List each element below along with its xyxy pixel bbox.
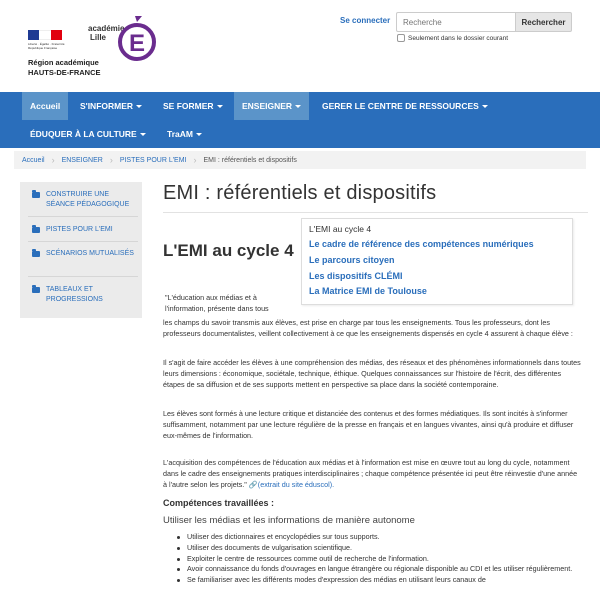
sidebar-item-scenarios[interactable] (20, 249, 142, 259)
caret-down-icon (136, 105, 142, 108)
breadcrumb-pistes[interactable]: PISTES POUR L'EMI (119, 156, 187, 164)
nav-item-se-former[interactable] (155, 92, 231, 120)
toc-link-cadre[interactable]: Le cadre de référence des compétences numériques (309, 239, 534, 249)
sidebar-item-label: TABLEAUX ET PROGRESSIONS (46, 286, 103, 303)
caret-down-icon (295, 105, 301, 108)
sidebar-divider (28, 276, 138, 277)
rf-motto: Liberté · Égalité · Fraternité République Française (28, 42, 65, 50)
toc-link-matrice[interactable]: La Matrice EMI de Toulouse (309, 286, 427, 296)
paragraph-lecture-critique: Les élèves sont formés à une lecture critique et distanciée des contenus et des formes médiatiques. Ils sont incités à s'informer suffisamment, notamment par une lecture régulière de la presse en français et en langues vivantes, ainsi qu'à produire et diffuser eux-mêmes de l'information. (163, 409, 574, 440)
paragraph-comprehension: Il s'agit de faire accéder les élèves à une compréhension des médias, des réseaux et des phénomènes informationnels dans toutes leurs dimensions : économique, sociétale, technique, éthique. Quelques connaissances sur l'histoire de l'écrit, des différentes étapes de sa diffusion et de ses supports mettent en perspective sa place dans la société contemporaine. (163, 358, 581, 389)
breadcrumb-enseigner[interactable]: ENSEIGNER (61, 156, 103, 164)
eduscol-link-text: (extrait du site éduscol). (257, 479, 335, 489)
nav-label: S'INFORMER (80, 101, 134, 111)
caret-down-icon (140, 133, 146, 136)
french-flag-icon (28, 30, 62, 40)
list-item: Se familiariser avec les différents modes d'expression des médias en utilisant leurs canaux de (177, 575, 577, 586)
toc-link-clemi[interactable]: Les dispositifs CLÉMI (309, 271, 403, 281)
caret-down-icon (217, 105, 223, 108)
nav-item-accueil[interactable] (22, 92, 68, 120)
svg-text:E: E (128, 30, 146, 57)
region-label: Région académique HAUTS-DE-FRANCE (28, 58, 101, 77)
caret-down-icon (482, 105, 488, 108)
sidebar-item-tableaux[interactable] (20, 285, 142, 305)
sidebar-item-label: CONSTRUIRE UNE SÉANCE PÉDAGOGIQUE (46, 191, 130, 208)
current-folder-filter[interactable] (397, 34, 508, 42)
page-title: EMI : référentiels et dispositifs (163, 182, 437, 204)
sidebar-item-label: SCÉNARIOS MUTUALISÉS (46, 250, 134, 257)
chevron-right-icon: › (193, 155, 197, 165)
sidebar (20, 182, 142, 318)
search-button[interactable]: Rechercher (515, 12, 572, 32)
login-link[interactable]: Se connecter (340, 16, 391, 25)
list-item: Utiliser des documents de vulgarisation scientifique. (177, 543, 577, 554)
chevron-right-icon: › (109, 155, 113, 165)
academie-lille-logo[interactable] (88, 14, 158, 64)
nav-item-gerer[interactable] (314, 92, 496, 120)
nav-label: TraAM (167, 129, 193, 139)
table-of-contents (301, 218, 573, 305)
sidebar-divider (28, 241, 138, 242)
sidebar-item-construire[interactable] (20, 190, 142, 210)
nav-item-eduquer[interactable] (22, 120, 154, 148)
list-item: Avoir connaissance du fonds d'ouvrages en langue étrangère ou régionale disponible au CDI et les utiliser régulièrement. (177, 564, 577, 575)
folder-icon (32, 227, 40, 233)
current-folder-checkbox[interactable] (397, 34, 405, 42)
sidebar-divider (28, 216, 138, 217)
breadcrumb (14, 151, 586, 169)
chevron-right-icon: › (51, 155, 55, 165)
paragraph-acquisition (163, 458, 583, 490)
nav-item-traam[interactable] (159, 120, 210, 148)
folder-icon (32, 287, 40, 293)
nav-item-enseigner[interactable] (234, 92, 309, 120)
nav-label: ÉDUQUER À LA CULTURE (30, 129, 137, 139)
competences-heading: Compétences travaillées : (163, 498, 275, 508)
republique-francaise-logo[interactable] (28, 30, 66, 52)
paragraph-acquisition-text: L'acquisition des compétences de l'éducation aux médias et à l'information est mise en œuvre tout au long du cycle, notamment dans le cadre des enseignements pratiques interdisciplinaires ; chaque compétence présentée ici peut être réinvestie d'une année à l'autre selon les projets." (163, 458, 578, 489)
section-title: L'EMI au cycle 4 (163, 241, 294, 260)
toc-link-parcours[interactable]: Le parcours citoyen (309, 255, 395, 265)
nav-label: Accueil (30, 101, 61, 111)
nav-label: SE FORMER (163, 101, 214, 111)
academie-logo-text: académie Lille (88, 24, 125, 42)
intro-paragraph: les champs du savoir transmis aux élèves, est prise en charge par tous les enseignements. Tous les professeurs, dont les professeurs documentalistes, veillent collectivement à ce que les enseignements dispensés en cycle 4 assurent à chaque élève : (163, 318, 573, 338)
folder-icon (32, 192, 40, 198)
breadcrumb-accueil[interactable]: Accueil (22, 156, 45, 164)
nav-label: ENSEIGNER (242, 101, 293, 111)
folder-icon (32, 251, 40, 257)
competences-list (177, 532, 577, 586)
site-header (0, 0, 600, 92)
eduscol-link[interactable] (249, 480, 334, 489)
caret-down-icon (196, 133, 202, 136)
academie-e-icon (118, 14, 156, 62)
current-folder-label: Seulement dans le dossier courant (408, 34, 509, 42)
link-icon: 🔗 (248, 479, 258, 489)
intro-quote-start: "L'éducation aux médias et à l'information, présente dans tous (165, 293, 269, 313)
toc-heading[interactable]: L'EMI au cycle 4 (309, 224, 372, 234)
title-divider (163, 212, 588, 213)
search-input[interactable] (396, 12, 516, 32)
list-item: Utiliser des dictionnaires et encyclopédies sur tous supports. (177, 532, 577, 543)
competences-subheading: Utiliser les médias et les informations de manière autonome (163, 515, 415, 526)
sidebar-item-pistes[interactable] (20, 225, 142, 235)
sidebar-item-label: PISTES POUR L'EMI (46, 226, 113, 233)
nav-label: GERER LE CENTRE DE RESSOURCES (322, 101, 479, 111)
main-nav (0, 92, 600, 148)
breadcrumb-current: EMI : référentiels et dispositifs (203, 156, 297, 164)
nav-item-sinformer[interactable] (72, 92, 150, 120)
list-item: Exploiter le centre de ressources comme outil de recherche de l'information. (177, 554, 577, 565)
